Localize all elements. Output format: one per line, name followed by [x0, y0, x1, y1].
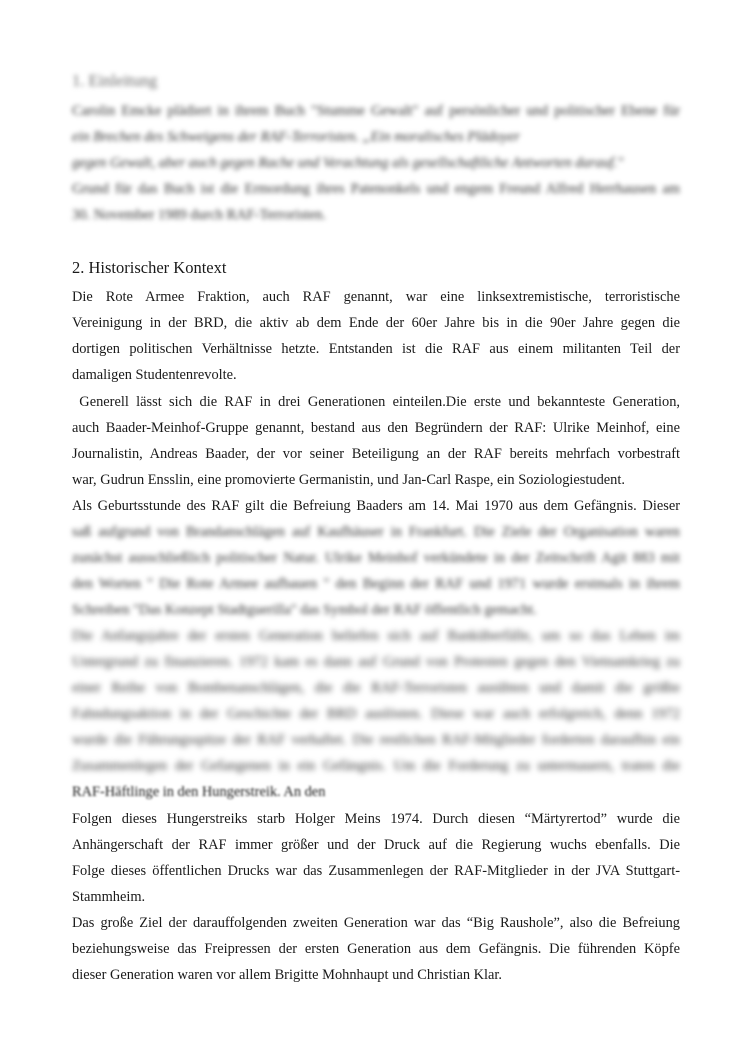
paragraph-3: [72, 493, 680, 519]
paragraph-line: Grund für das Buch ist die Ermordung ihres Patenonkels und engem Freund Alfred Herrhausen am: [72, 181, 680, 197]
paragraph-line: Stammheim.: [72, 889, 146, 905]
paragraph-line: Das große Ziel der darauffolgenden zweiten Generation war das “Big Raushole”, also die Befreiung: [72, 915, 680, 931]
paragraph-line: gegen Gewalt, aber auch gegen Rache und Verachtung als gesellschaftliche Antworten darauf.": [72, 155, 624, 171]
paragraph-1: [72, 284, 680, 388]
section-1-heading: 1. Einleitung: [72, 71, 158, 90]
paragraph-line: Folgen dieses Hungerstreiks starb Holger Meins 1974. Durch diesen “Märtyrertod” wurde die: [72, 811, 680, 827]
paragraph-line: wurde die Führungsspitze der RAF verhaftet. Die restlichen RAF-Mitglieder forderten daraufhin ein: [72, 732, 680, 748]
paragraph-4-partial: [72, 779, 680, 805]
paragraph-line: Vereinigung in der BRD, die aktiv ab dem Ende der 60er Jahre bis in die 90er Jahre gegen die: [72, 315, 680, 331]
paragraph-line: beziehungsweise das Freipressen der ersten Generation aus dem Gefängnis. Die führenden Köpfe: [72, 941, 680, 957]
paragraph-line: einer Reihe von Bombenanschlägen, die die RAF-Terroristen ausübten und damit die größte: [72, 680, 680, 696]
paragraph-line: Generell lässt sich die RAF in drei Generationen einteilen.Die erste und bekannteste Generation,: [72, 394, 680, 410]
paragraph-line: dieser Generation waren vor allem Brigitte Mohnhaupt und Christian Klar.: [72, 967, 503, 983]
section-1-body: [72, 98, 680, 228]
paragraph-line: Die Anfangsjahre der ersten Generation beliefen sich auf Banküberfälle, um so das Leben im: [72, 628, 680, 644]
paragraph-line: zunächst ausschließlich politischer Natur. Ulrike Meinhof verkündete in der Zeitschrift Agit 883 mit: [72, 550, 680, 566]
paragraph-line: Zusammenlegen der Gefangenen in ein Gefängnis. Um die Forderung zu untermauern, traten die: [72, 758, 680, 774]
paragraph-2: [72, 389, 680, 493]
paragraph-line: auch Baader-Meinhof-Gruppe genannt, bestand aus den Begründern der RAF: Ulrike Meinhof, eine: [72, 420, 680, 436]
paragraph-4-blurred: [72, 623, 680, 779]
paragraph-line: Untergrund zu finanzieren. 1972 kam es dann auf Grund von Protesten gegen den Vietnamkrieg zu: [72, 654, 680, 670]
paragraph-5: [72, 806, 680, 910]
paragraph-line: Fahndungsaktion in der Geschichte der BRD auslösten. Diese war auch erfolgreich, denn 1972: [72, 706, 680, 722]
paragraph-6: [72, 910, 680, 988]
section-1: [72, 68, 680, 94]
paragraph-line: Journalistin, Andreas Baader, der vor seiner Beteiligung an der RAF bereits mehrfach vorbestraft: [72, 446, 680, 462]
paragraph-3-blurred: [72, 519, 680, 623]
paragraph-line: Als Geburtsstunde des RAF gilt die Befreiung Baaders am 14. Mai 1970 aus dem Gefängnis. Dieser: [72, 498, 680, 514]
paragraph-line: Schreiben "Das Konzept Stadtguerilla" das Symbol der RAF öffentlich gemacht.: [72, 602, 537, 618]
paragraph-line: Die Rote Armee Fraktion, auch RAF genannt, war eine linksextremistische, terroristische: [72, 289, 680, 305]
paragraph-line: 30. November 1989 durch RAF-Terroristen.: [72, 207, 326, 223]
paragraph-line: Folge dieses öffentlichen Drucks war das Zusammenlegen der RAF-Mitglieder in der JVA Stuttgart-: [72, 863, 680, 879]
paragraph-line: war, Gudrun Ensslin, eine promovierte Germanistin, und Jan-Carl Raspe, ein Soziologiestudent.: [72, 472, 625, 488]
section-2-heading: 2. Historischer Kontext: [72, 258, 227, 277]
paragraph-line: RAF-Häftlinge in den Hungerstreik. An den: [72, 784, 326, 800]
paragraph-line: Anhängerschaft der RAF immer größer und der Druck auf die Regierung wuchs ebenfalls. Die: [72, 837, 680, 853]
section-2: [72, 255, 680, 281]
paragraph-line: dortigen politischen Verhältnisse hetzte. Entstanden ist die RAF aus einem militanten Teil der: [72, 341, 680, 357]
paragraph-line: Carolin Emcke plädiert in ihrem Buch "Stumme Gewalt" auf persönlicher und politischer Ebene für: [72, 103, 680, 119]
paragraph-line: den Worten " Die Rote Armee aufbauen " den Beginn der RAF und 1971 wurde erstmals in ihrem: [72, 576, 680, 592]
paragraph-line: ein Brechen des Schweigens der RAF-Terroristen. „Ein moralisches Plädoyer: [72, 129, 521, 145]
paragraph-line: damaligen Studentenrevolte.: [72, 367, 237, 383]
paragraph-line: saß aufgrund von Brandanschlägen auf Kaufhäuser in Frankfurt. Die Ziele der Organisation waren: [72, 524, 680, 540]
